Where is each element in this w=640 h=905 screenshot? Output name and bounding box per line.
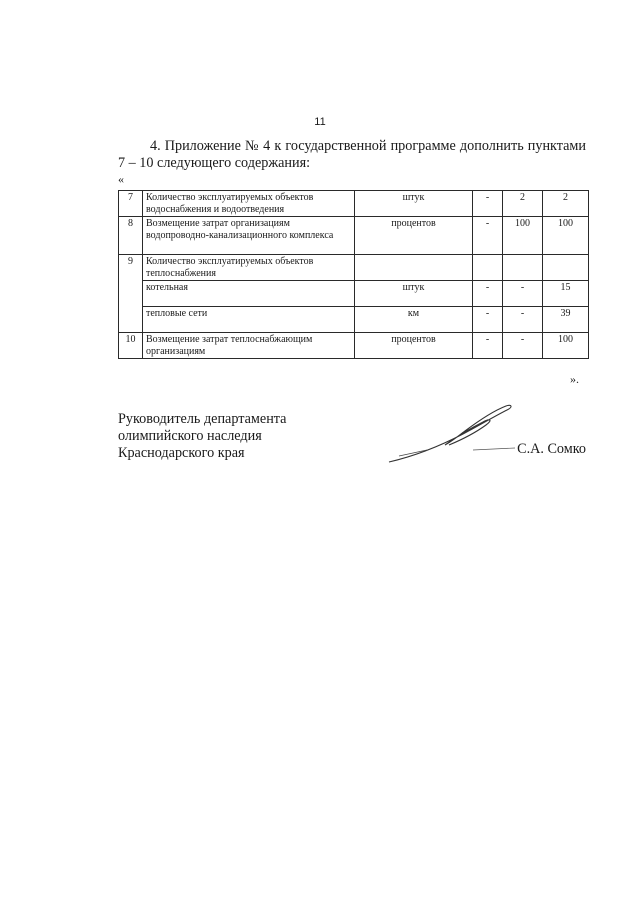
value-cell: - (473, 281, 503, 307)
table-row (119, 281, 589, 307)
value-cell: 100 (543, 217, 589, 255)
amendment-text: 4. Приложение № 4 к государственной программе дополнить пунктами 7 – 10 следующего содержания: (118, 138, 586, 171)
indicator-name: тепловые сети (143, 307, 355, 333)
value-cell: - (503, 281, 543, 307)
unit-cell (355, 255, 473, 281)
value-cell: 15 (543, 281, 589, 307)
indicator-name: Количество эксплуатируемых объектов водоснабжения и водоотведения (143, 191, 355, 217)
unit-cell: штук (355, 281, 473, 307)
row-number: 8 (119, 217, 143, 255)
value-cell (473, 255, 503, 281)
value-cell: 100 (543, 333, 589, 359)
row-number: 10 (119, 333, 143, 359)
value-cell: 100 (503, 217, 543, 255)
value-cell: 2 (543, 191, 589, 217)
value-cell (543, 255, 589, 281)
value-cell: - (503, 307, 543, 333)
unit-cell: процентов (355, 333, 473, 359)
signer-title-line: олимпийского наследия (118, 428, 262, 444)
unit-cell: км (355, 307, 473, 333)
table-row (119, 307, 589, 333)
handwritten-signature (385, 398, 520, 470)
indicator-name: котельная (143, 281, 355, 307)
signer-title-line: Руководитель департамента (118, 411, 287, 427)
indicator-name: Возмещение затрат организациям водопроводно-канализационного комплекса (143, 217, 355, 255)
value-cell: - (473, 191, 503, 217)
value-cell: 39 (543, 307, 589, 333)
indicator-name: Возмещение затрат теплоснабжающим организациям (143, 333, 355, 359)
value-cell: - (503, 333, 543, 359)
opening-quote: « (118, 172, 124, 186)
closing-quote: ». (570, 372, 579, 386)
value-cell (503, 255, 543, 281)
unit-cell: штук (355, 191, 473, 217)
table-row (119, 191, 589, 217)
indicator-name: Количество эксплуатируемых объектов теплоснабжения (143, 255, 355, 281)
row-number: 7 (119, 191, 143, 217)
table-row (119, 217, 589, 255)
appendix-table (118, 190, 589, 359)
table-row (119, 333, 589, 359)
value-cell: 2 (503, 191, 543, 217)
value-cell: - (473, 333, 503, 359)
unit-cell: процентов (355, 217, 473, 255)
signer-name: С.А. Сомко (517, 441, 586, 457)
page-number: 11 (314, 116, 326, 128)
value-cell: - (473, 307, 503, 333)
signer-title-line: Краснодарского края (118, 445, 245, 461)
row-number: 9 (119, 255, 143, 333)
table-row (119, 255, 589, 281)
value-cell: - (473, 217, 503, 255)
signer-title (118, 411, 286, 462)
